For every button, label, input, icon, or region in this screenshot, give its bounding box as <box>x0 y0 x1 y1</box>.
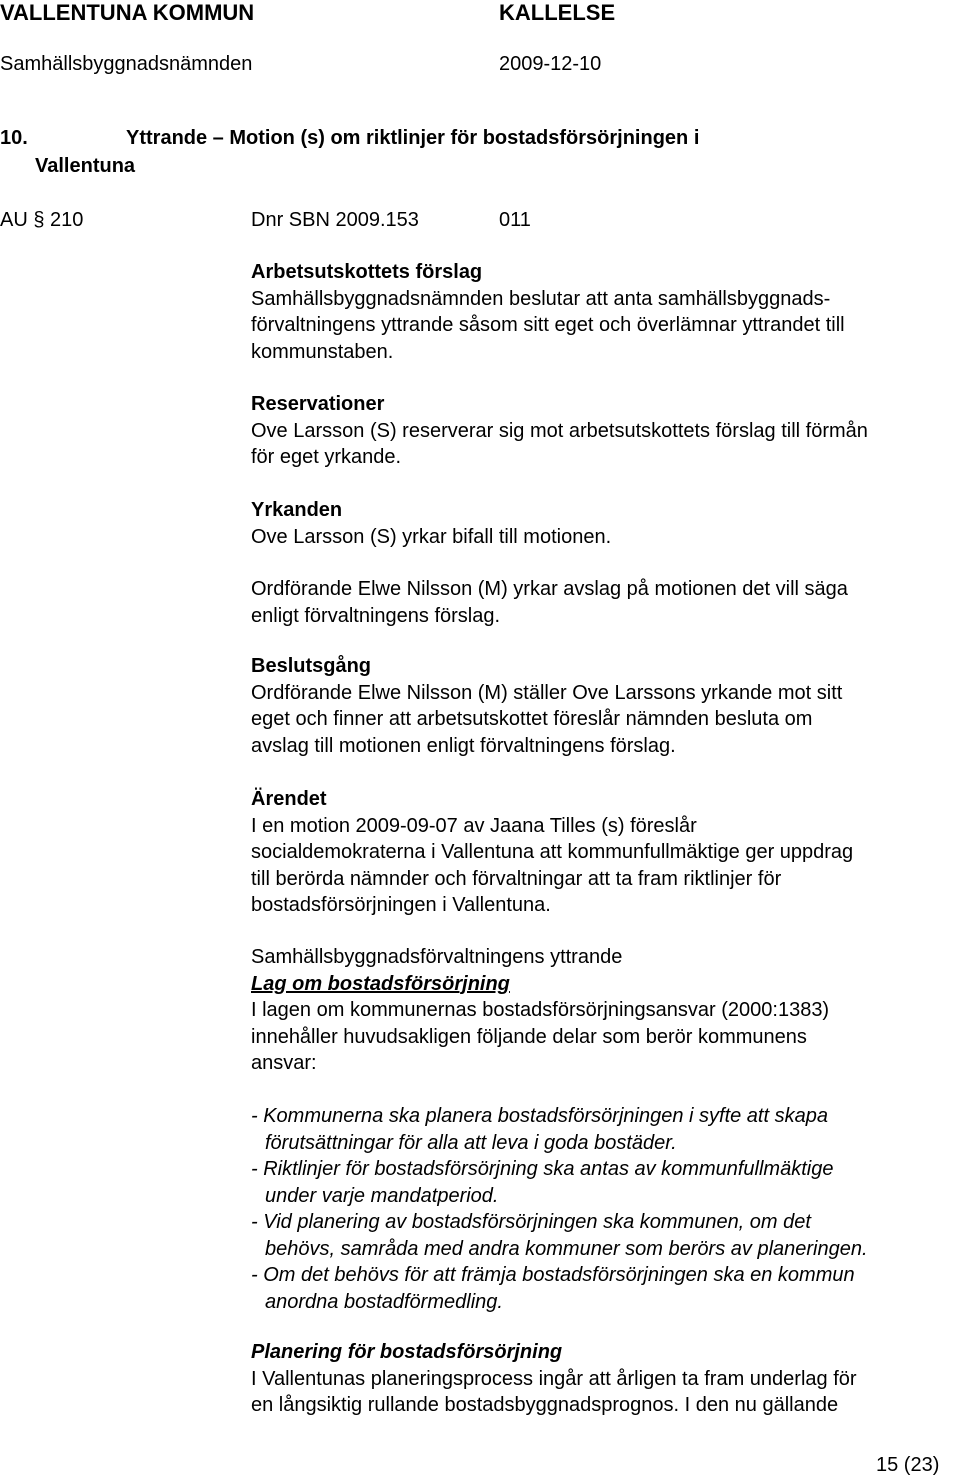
list-item: - Vid planering av bostadsförsörjningen ska kommunen, om det <box>251 1211 811 1233</box>
body-line: enligt förvaltningens förslag. <box>251 604 501 627</box>
body-line: förvaltningens yttrande såsom sitt eget och överlämnar yttrandet till <box>251 314 845 336</box>
body-line: I Vallentunas planeringsprocess ingår att årligen ta fram underlag för <box>251 1367 857 1390</box>
section-yrkanden <box>251 497 956 550</box>
requirements-list <box>251 1103 956 1315</box>
ref-code: 011 <box>499 209 531 231</box>
section-yttrande <box>251 944 956 1077</box>
section-heading: Reservationer <box>251 393 385 415</box>
section-reservationer <box>251 391 956 471</box>
au-reference: AU § 210 <box>0 209 84 231</box>
section-heading: Ärendet <box>251 788 327 810</box>
body-line: socialdemokraterna i Vallentuna att kommunfullmäktige ger uppdrag <box>251 841 854 863</box>
body-line: eget och finner att arbetsutskottet föreslår nämnden besluta om <box>251 708 813 730</box>
org-name: VALLENTUNA KOMMUN <box>0 0 255 25</box>
list-item-continuation: anordna bostadförmedling. <box>265 1290 503 1313</box>
section-heading: Beslutsgång <box>251 655 372 677</box>
section-forslag <box>251 259 956 365</box>
body-line: I lagen om kommunernas bostadsförsörjningsansvar (2000:1383) <box>251 999 830 1021</box>
body-line: Samhällsbyggnadsnämnden beslutar att anta samhällsbyggnads- <box>251 287 831 310</box>
body-line: för eget yrkande. <box>251 446 402 468</box>
body-line: Ove Larsson (S) yrkar bifall till motionen. <box>251 525 612 548</box>
body-line: ansvar: <box>251 1052 317 1074</box>
body-line: innehåller huvudsakligen följande delar som berör kommunens <box>251 1025 807 1048</box>
section-planering <box>251 1339 956 1419</box>
section-arendet <box>251 786 956 919</box>
section-heading: Arbetsutskottets förslag <box>251 261 483 283</box>
item-title-line1: Yttrande – Motion (s) om riktlinjer för bostadsförsörjningen i <box>126 127 700 149</box>
body-line: I en motion 2009-09-07 av Jaana Tilles (s) föreslår <box>251 814 697 837</box>
page-number: 15 (23) <box>876 1454 940 1476</box>
list-item: - Riktlinjer för bostadsförsörjning ska antas av kommunfullmäktige <box>251 1158 834 1180</box>
body-line: Ove Larsson (S) reserverar sig mot arbetsutskottets förslag till förmån <box>251 419 868 442</box>
committee-name: Samhällsbyggnadsnämnden <box>0 53 253 75</box>
body-line: Ordförande Elwe Nilsson (M) yrkar avslag på motionen det vill säga <box>251 578 848 600</box>
item-number: 10. <box>0 127 28 149</box>
section-heading: Samhällsbyggnadsförvaltningens yttrande <box>251 946 623 968</box>
header-date: 2009-12-10 <box>499 53 602 75</box>
list-item-continuation: under varje mandatperiod. <box>265 1184 499 1207</box>
list-item-continuation: förutsättningar för alla att leva i goda bostäder. <box>265 1131 677 1154</box>
body-line: kommunstaben. <box>251 340 394 363</box>
body-line: en långsiktig rullande bostadsbyggnadsprognos. I den nu gällande <box>251 1394 839 1416</box>
section-subheading: Lag om bostadsförsörjning <box>251 972 510 995</box>
body-line: Ordförande Elwe Nilsson (M) ställer Ove Larssons yrkande mot sitt <box>251 681 843 704</box>
body-line: avslag till motionen enligt förvaltningens förslag. <box>251 734 676 757</box>
section-beslutsgang <box>251 653 956 759</box>
list-item: - Om det behövs för att främja bostadsförsörjningen ska en kommun <box>251 1264 855 1286</box>
dnr-reference: Dnr SBN 2009.153 <box>251 209 419 231</box>
body-line: till berörda nämnder och förvaltningar att ta fram riktlinjer för <box>251 867 782 890</box>
body-line: bostadsförsörjningen i Vallentuna. <box>251 894 551 916</box>
item-title-line2: Vallentuna <box>35 155 136 177</box>
section-heading: Yrkanden <box>251 499 343 521</box>
list-item: - Kommunerna ska planera bostadsförsörjningen i syfte att skapa <box>251 1105 828 1127</box>
doc-type: KALLELSE <box>499 0 616 25</box>
section-yrkanden-ordforande <box>251 576 956 629</box>
section-heading: Planering för bostadsförsörjning <box>251 1341 563 1363</box>
list-item-continuation: behövs, samråda med andra kommuner som berörs av planeringen. <box>265 1237 868 1260</box>
